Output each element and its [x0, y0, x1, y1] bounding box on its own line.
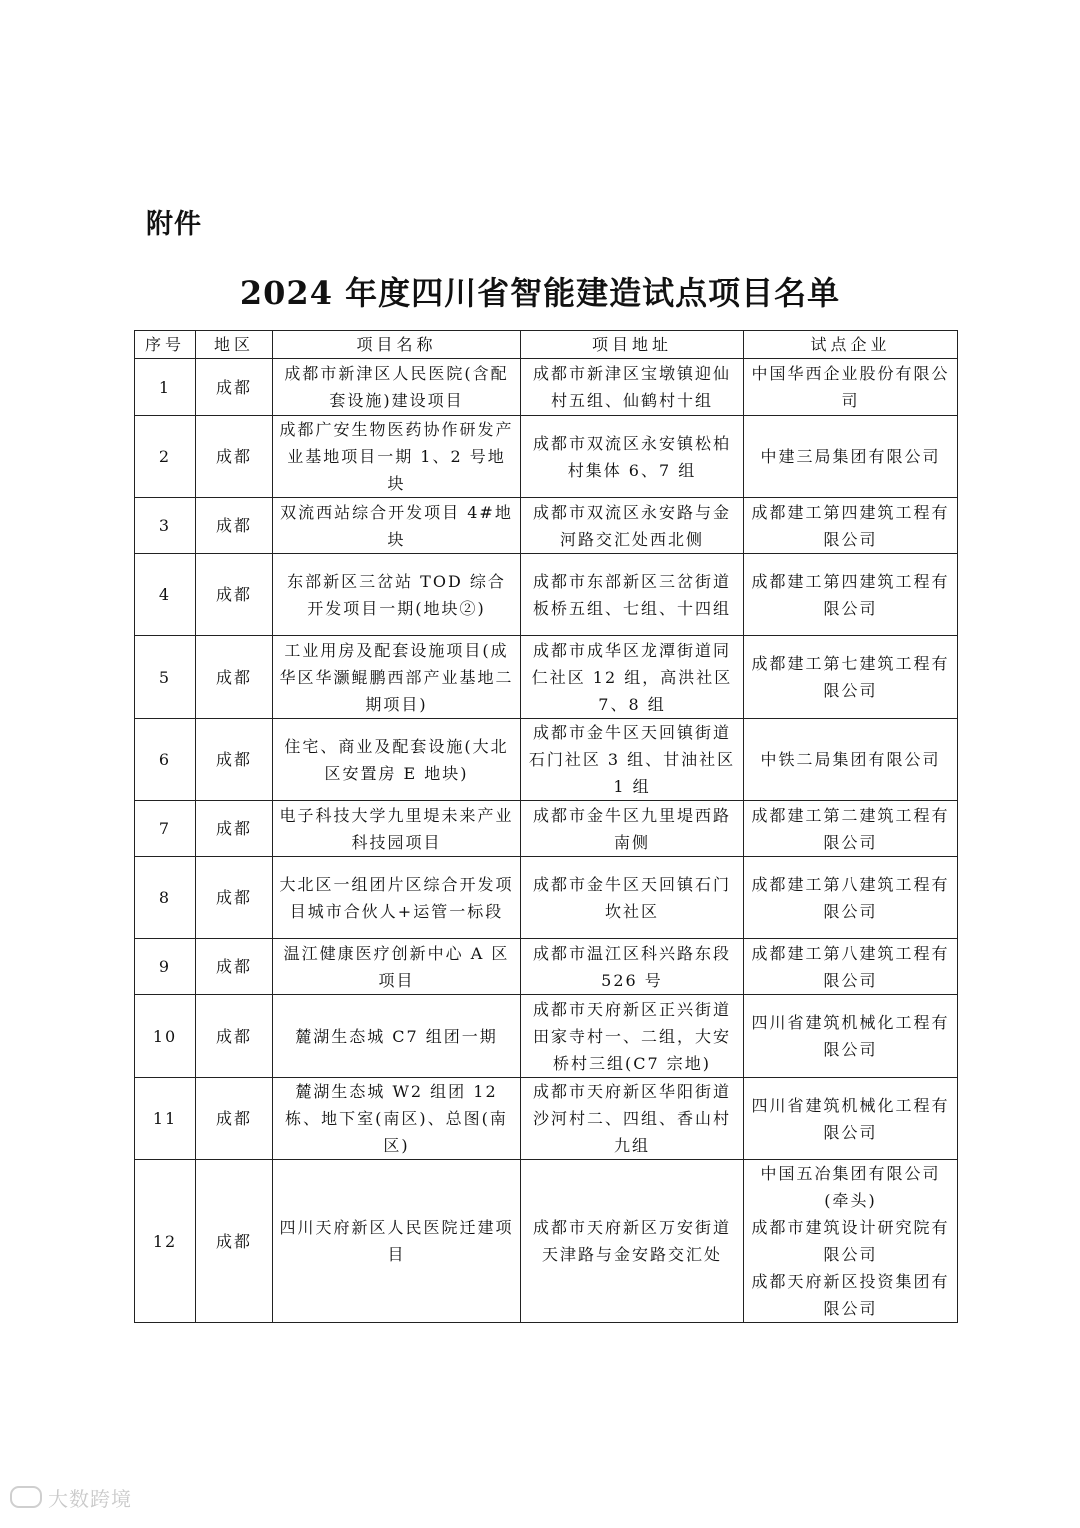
row-project-address: 成都市双流区永安路与金河路交汇处西北侧	[521, 498, 744, 554]
table-row	[135, 995, 958, 1078]
company-name: 成都天府新区投资集团有限公司	[751, 1272, 950, 1318]
row-region: 成都	[196, 416, 273, 498]
attachment-label: 附件	[146, 209, 202, 240]
row-project-address: 成都市双流区永安镇松柏村集体 6、7 组	[521, 416, 744, 498]
row-seq: 8	[135, 857, 196, 939]
company-name: 成都建工第八建筑工程有限公司	[751, 943, 950, 990]
row-project-name: 大北区一组团片区综合开发项目城市合伙人+运管一标段	[273, 857, 521, 939]
row-seq: 4	[135, 554, 196, 636]
row-project-name: 住宅、商业及配套设施(大北区安置房 E 地块)	[273, 719, 521, 801]
row-pilot-company	[744, 857, 958, 939]
row-project-name: 麓湖生态城 C7 组团一期	[273, 995, 521, 1078]
table-row	[135, 1160, 958, 1323]
row-seq: 9	[135, 939, 196, 995]
row-project-address: 成都市金牛区天回镇街道石门社区 3 组、甘油社区 1 组	[521, 719, 744, 801]
row-pilot-company	[744, 801, 958, 857]
row-pilot-company	[744, 995, 958, 1078]
header-project-address: 项目地址	[521, 331, 744, 359]
table-row	[135, 857, 958, 939]
row-pilot-company	[744, 1078, 958, 1160]
row-project-address: 成都市天府新区华阳街道沙河村二、四组、香山村九组	[521, 1078, 744, 1160]
table-row	[135, 801, 958, 857]
table-row	[135, 636, 958, 719]
header-region: 地区	[196, 331, 273, 359]
project-list-table	[134, 330, 958, 1323]
row-region: 成都	[196, 801, 273, 857]
company-name: 成都市建筑设计研究院有限公司	[751, 1218, 950, 1264]
company-name: 中国华西企业股份有限公司	[751, 364, 950, 410]
row-project-name: 双流西站综合开发项目 4#地块	[273, 498, 521, 554]
row-seq: 5	[135, 636, 196, 719]
company-name: 中国五冶集团有限公司(牵头)	[760, 1164, 941, 1210]
row-project-name: 工业用房及配套设施项目(成华区华灏鲲鹏西部产业基地二期项目)	[273, 636, 521, 719]
row-project-name: 成都广安生物医药协作研发产业基地项目一期 1、2 号地块	[273, 416, 521, 498]
row-project-name: 四川天府新区人民医院迁建项目	[273, 1160, 521, 1323]
row-seq: 12	[135, 1160, 196, 1323]
row-region: 成都	[196, 857, 273, 939]
row-region: 成都	[196, 1078, 273, 1160]
row-pilot-company	[744, 1160, 958, 1323]
row-project-address: 成都市东部新区三岔街道板桥五组、七组、十四组	[521, 554, 744, 636]
row-region: 成都	[196, 359, 273, 416]
company-name: 成都建工第七建筑工程有限公司	[751, 654, 950, 700]
row-pilot-company	[744, 939, 958, 995]
row-project-address: 成都市天府新区万安街道天津路与金安路交汇处	[521, 1160, 744, 1323]
row-pilot-company	[744, 359, 958, 416]
row-seq: 3	[135, 498, 196, 554]
row-region: 成都	[196, 554, 273, 636]
company-name: 中铁二局集团有限公司	[760, 750, 941, 769]
row-project-address: 成都市金牛区天回镇石门坎社区	[521, 857, 744, 939]
row-region: 成都	[196, 498, 273, 554]
row-project-address: 成都市天府新区正兴街道田家寺村一、二组，大安桥村三组(C7 宗地)	[521, 995, 744, 1078]
document-title: 2024 年度四川省智能建造试点项目名单	[239, 274, 841, 312]
row-project-address: 成都市金牛区九里堤西路南侧	[521, 801, 744, 857]
row-project-name: 成都市新津区人民医院(含配套设施)建设项目	[273, 359, 521, 416]
header-pilot-company: 试点企业	[744, 331, 958, 359]
header-seq: 序号	[135, 331, 196, 359]
row-project-name: 东部新区三岔站 TOD 综合开发项目一期(地块②)	[273, 554, 521, 636]
row-region: 成都	[196, 1160, 273, 1323]
table-row	[135, 719, 958, 801]
row-region: 成都	[196, 939, 273, 995]
watermark	[10, 1483, 132, 1512]
row-region: 成都	[196, 995, 273, 1078]
watermark-logo-icon	[10, 1486, 42, 1508]
table-header-row	[135, 331, 958, 359]
company-name: 成都建工第二建筑工程有限公司	[751, 805, 950, 852]
row-region: 成都	[196, 636, 273, 719]
row-project-name: 麓湖生态城 W2 组团 12 栋、地下室(南区)、总图(南区)	[273, 1078, 521, 1160]
company-name: 成都建工第八建筑工程有限公司	[751, 874, 950, 921]
row-seq: 7	[135, 801, 196, 857]
row-seq: 2	[135, 416, 196, 498]
row-pilot-company	[744, 554, 958, 636]
header-project-name: 项目名称	[273, 331, 521, 359]
company-name: 成都建工第四建筑工程有限公司	[751, 502, 950, 549]
row-seq: 6	[135, 719, 196, 801]
table-row	[135, 498, 958, 554]
row-seq: 1	[135, 359, 196, 416]
table-row	[135, 416, 958, 498]
row-seq: 10	[135, 995, 196, 1078]
row-pilot-company	[744, 416, 958, 498]
table-row	[135, 359, 958, 416]
table-row	[135, 1078, 958, 1160]
row-pilot-company	[744, 719, 958, 801]
company-name: 成都建工第四建筑工程有限公司	[751, 571, 950, 618]
row-project-address: 成都市成华区龙潭街道同仁社区 12 组，高洪社区 7、8 组	[521, 636, 744, 719]
company-name: 中建三局集团有限公司	[760, 447, 941, 466]
row-pilot-company	[744, 636, 958, 719]
row-pilot-company	[744, 498, 958, 554]
table-row	[135, 554, 958, 636]
row-project-name: 温江健康医疗创新中心 A 区项目	[273, 939, 521, 995]
company-name: 四川省建筑机械化工程有限公司	[751, 1013, 950, 1059]
row-seq: 11	[135, 1078, 196, 1160]
row-region: 成都	[196, 719, 273, 801]
row-project-name: 电子科技大学九里堤未来产业科技园项目	[273, 801, 521, 857]
company-name: 四川省建筑机械化工程有限公司	[751, 1095, 950, 1142]
table-row	[135, 939, 958, 995]
watermark-text: 大数跨境	[48, 1487, 132, 1511]
row-project-address: 成都市温江区科兴路东段 526 号	[521, 939, 744, 995]
row-project-address: 成都市新津区宝墩镇迎仙村五组、仙鹤村十组	[521, 359, 744, 416]
